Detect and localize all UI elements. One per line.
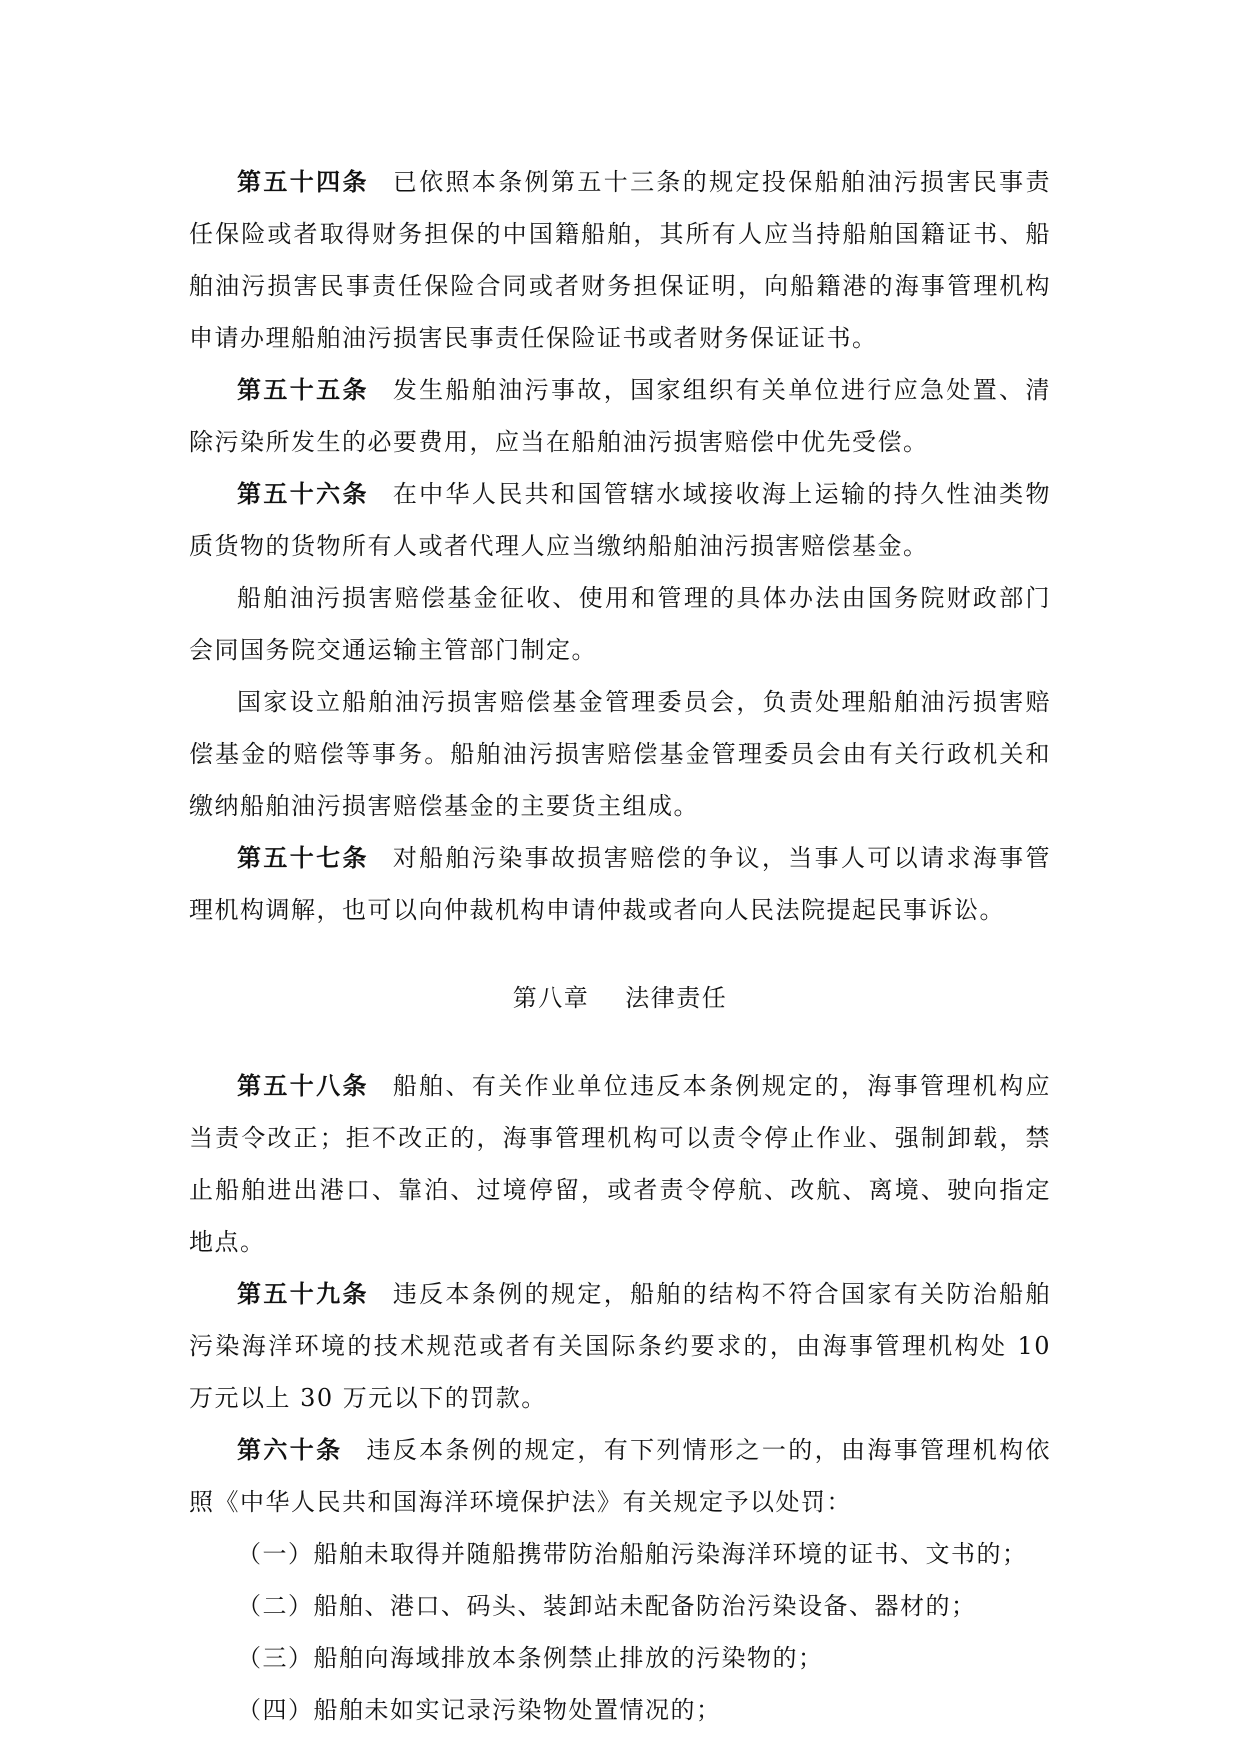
article-number: 第五十五条 bbox=[237, 375, 369, 404]
list-item: （一）船舶未取得并随船携带防治船舶污染海洋环境的证书、文书的； bbox=[237, 1540, 1028, 1568]
document-body bbox=[189, 156, 1051, 1736]
article-60 bbox=[189, 1424, 1051, 1528]
article-text: 在中华人民共和国管辖水域接收海上运输的持久性油类物质货物的货物所有人或者代理人应当缴纳船舶油污损害赔偿基金。 bbox=[189, 480, 1052, 560]
article-number: 第五十四条 bbox=[237, 167, 369, 196]
article-text: 违反本条例的规定，船舶的结构不符合国家有关防治船舶污染海洋环境的技术规范或者有关国际条约要求的，由海事管理机构处 10 万元以上 30 万元以下的罚款。 bbox=[189, 1280, 1052, 1412]
article-text: 对船舶污染事故损害赔偿的争议，当事人可以请求海事管理机构调解，也可以向仲裁机构申请仲裁或者向人民法院提起民事诉讼。 bbox=[189, 844, 1052, 924]
list-item: （四）船舶未如实记录污染物处置情况的； bbox=[237, 1696, 722, 1724]
article-text: 违反本条例的规定，有下列情形之一的，由海事管理机构依照《中华人民共和国海洋环境保护法》有关规定予以处罚： bbox=[189, 1436, 1052, 1516]
article-56 bbox=[189, 468, 1051, 572]
article-number: 第五十六条 bbox=[237, 479, 369, 508]
article-59 bbox=[189, 1268, 1051, 1424]
article-56-paragraph-2: 船舶油污损害赔偿基金征收、使用和管理的具体办法由国务院财政部门会同国务院交通运输主管部门制定。 bbox=[189, 584, 1051, 664]
article-54 bbox=[189, 156, 1051, 364]
list-item: （二）船舶、港口、码头、装卸站未配备防治污染设备、器材的； bbox=[237, 1592, 977, 1620]
article-55 bbox=[189, 364, 1051, 468]
article-58 bbox=[189, 1060, 1051, 1268]
article-57 bbox=[189, 832, 1051, 936]
chapter-title: 法律责任 bbox=[625, 984, 728, 1012]
list-item: （三）船舶向海域排放本条例禁止排放的污染物的； bbox=[237, 1644, 824, 1672]
chapter-number: 第八章 bbox=[512, 984, 590, 1012]
article-number: 第五十九条 bbox=[237, 1279, 369, 1308]
article-number: 第五十七条 bbox=[237, 843, 369, 872]
article-56-paragraph-3: 国家设立船舶油污损害赔偿基金管理委员会，负责处理船舶油污损害赔偿基金的赔偿等事务。船舶油污损害赔偿基金管理委员会由有关行政机关和缴纳船舶油污损害赔偿基金的主要货主组成。 bbox=[189, 688, 1051, 820]
article-number: 第五十八条 bbox=[237, 1071, 369, 1100]
article-text: 已依照本条例第五十三条的规定投保船舶油污损害民事责任保险或者取得财务担保的中国籍船舶，其所有人应当持船舶国籍证书、船舶油污损害民事责任保险合同或者财务担保证明，向船籍港的海事管理机构申请办理船舶油污损害民事责任保险证书或者财务保证证书。 bbox=[189, 168, 1052, 352]
article-number: 第六十条 bbox=[237, 1435, 343, 1464]
chapter-heading bbox=[189, 936, 1051, 1060]
article-text: 发生船舶油污事故，国家组织有关单位进行应急处置、清除污染所发生的必要费用，应当在船舶油污损害赔偿中优先受偿。 bbox=[189, 376, 1052, 456]
article-text: 船舶、有关作业单位违反本条例规定的，海事管理机构应当责令改正；拒不改正的，海事管理机构可以责令停止作业、强制卸载，禁止船舶进出港口、靠泊、过境停留，或者责令停航、改航、离境、驶向指定地点。 bbox=[189, 1072, 1052, 1256]
